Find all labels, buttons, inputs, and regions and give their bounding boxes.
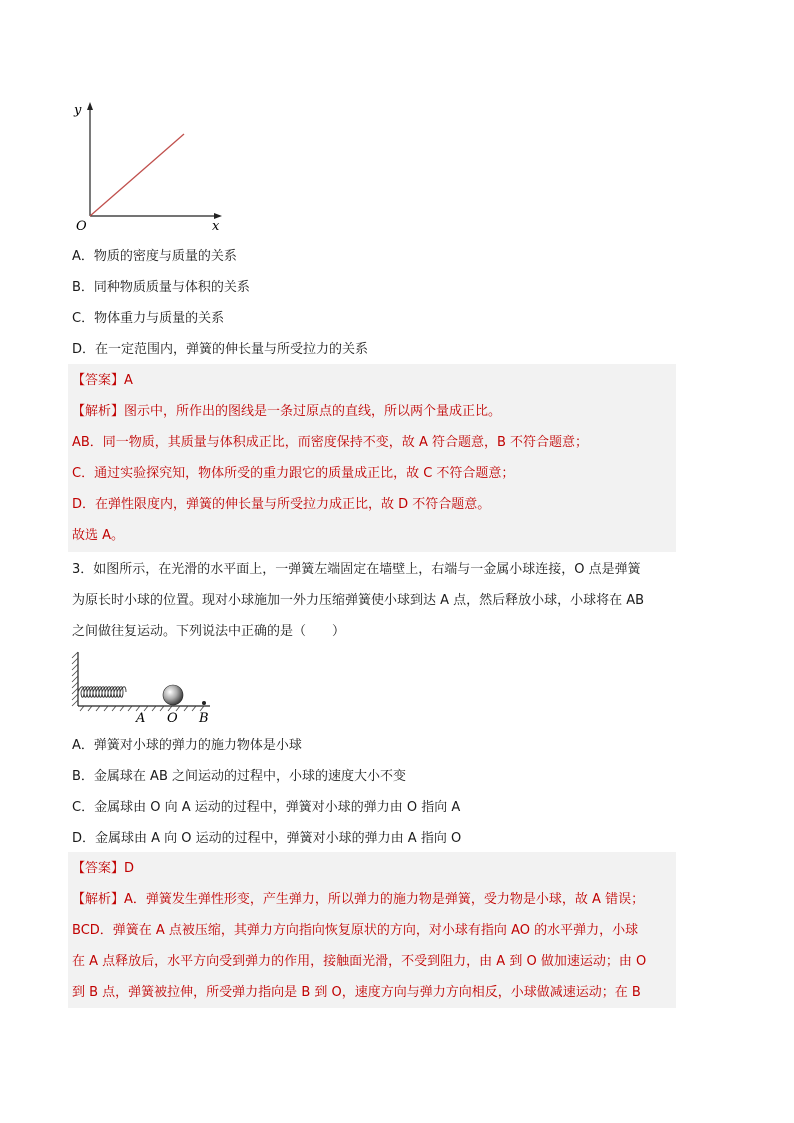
q2-option-a: A．物质的密度与质量的关系	[72, 249, 237, 264]
spring-figure	[70, 648, 220, 726]
y-axis-label: y	[74, 103, 82, 118]
q2-option-b: B．同种物质质量与体积的关系	[72, 280, 250, 295]
origin-label: O	[76, 219, 87, 234]
metal-ball	[163, 685, 183, 705]
q2-option-c: C．物体重力与质量的关系	[72, 311, 225, 326]
q3-stem-line-1: 3．如图所示，在光滑的水平面上，一弹簧左端固定在墙壁上，右端与一金属小球连接，O 点是弹簧	[72, 562, 641, 577]
q3-answer-tag: 【答案】	[72, 861, 125, 876]
wall-hatch	[72, 652, 78, 706]
y-axis-arrow	[87, 102, 93, 110]
q2-option-d: D．在一定范围内，弹簧的伸长量与所受拉力的关系	[72, 342, 369, 357]
q3-answer-block	[68, 852, 676, 1008]
q2-analysis-line-4: D．在弹性限度内，弹簧的伸长量与所受拉力成正比，故 D 不符合题意。	[72, 497, 491, 512]
q3-option-d: D．金属球由 A 向 O 运动的过程中，弹簧对小球的弹力由 A 指向 O	[72, 831, 462, 846]
q3-analysis-text-1: A．弹簧发生弹性形变，产生弹力，所以弹力的施力物是弹簧，受力物是小球，故 A 错误；	[124, 892, 645, 907]
q3-analysis-line-1	[72, 891, 644, 909]
data-line	[90, 134, 184, 216]
point-b-dot	[202, 701, 206, 705]
q2-answer-tag: 【答案】	[72, 373, 125, 388]
q2-analysis-text-1: 图示中，所作出的图线是一条过原点的直线，所以两个量成正比。	[124, 404, 502, 419]
proportional-graph	[66, 98, 226, 238]
q3-stem-line-2: 为原长时小球的位置。现对小球施加一外力压缩弹簧使小球到达 A 点，然后释放小球，小球将在 AB	[72, 593, 645, 608]
q2-analysis-tag: 【解析】	[72, 404, 125, 419]
q3-analysis-line-4: 到 B 点，弹簧被拉伸，所受弹力指向是 B 到 O，速度方向与弹力方向相反，小球做减速运动；在 B	[72, 985, 641, 1000]
q2-answer-block	[68, 364, 676, 552]
q3-analysis-tag: 【解析】	[72, 892, 125, 907]
q2-analysis-line-1	[72, 403, 501, 421]
q2-answer: A	[124, 373, 133, 388]
spring	[78, 687, 126, 698]
label-a: A	[136, 711, 146, 726]
q3-option-a: A．弹簧对小球的弹力的施力物体是小球	[72, 738, 302, 753]
q3-option-b: B．金属球在 AB 之间运动的过程中，小球的速度大小不变	[72, 769, 406, 784]
q3-analysis-line-2: BCD．弹簧在 A 点被压缩，其弹力方向指向恢复原状的方向，对小球有指向 AO 的水平弹力，小球	[72, 923, 639, 938]
q2-analysis-line-2: AB．同一物质，其质量与体积成正比，而密度保持不变，故 A 符合题意，B 不符合题意；	[72, 435, 589, 450]
label-o: O	[167, 711, 178, 726]
x-axis-label: x	[212, 219, 220, 234]
q3-answer: D	[124, 861, 135, 876]
q3-analysis-line-3: 在 A 点释放后，水平方向受到弹力的作用，接触面光滑，不受到阻力，由 A 到 O 做加速运动；由 O	[72, 954, 647, 969]
label-b: B	[199, 711, 209, 726]
q2-analysis-line-3: C．通过实验探究知，物体所受的重力跟它的质量成正比，故 C 不符合题意；	[72, 466, 515, 481]
q2-answer-line	[72, 372, 133, 390]
q3-answer-line	[72, 860, 134, 878]
q3-option-c: C．金属球由 O 向 A 运动的过程中，弹簧对小球的弹力由 O 指向 A	[72, 800, 461, 815]
q2-analysis-line-5: 故选 A。	[72, 528, 125, 543]
q3-stem-line-3: 之间做往复运动。下列说法中正确的是（ ）	[72, 624, 346, 639]
